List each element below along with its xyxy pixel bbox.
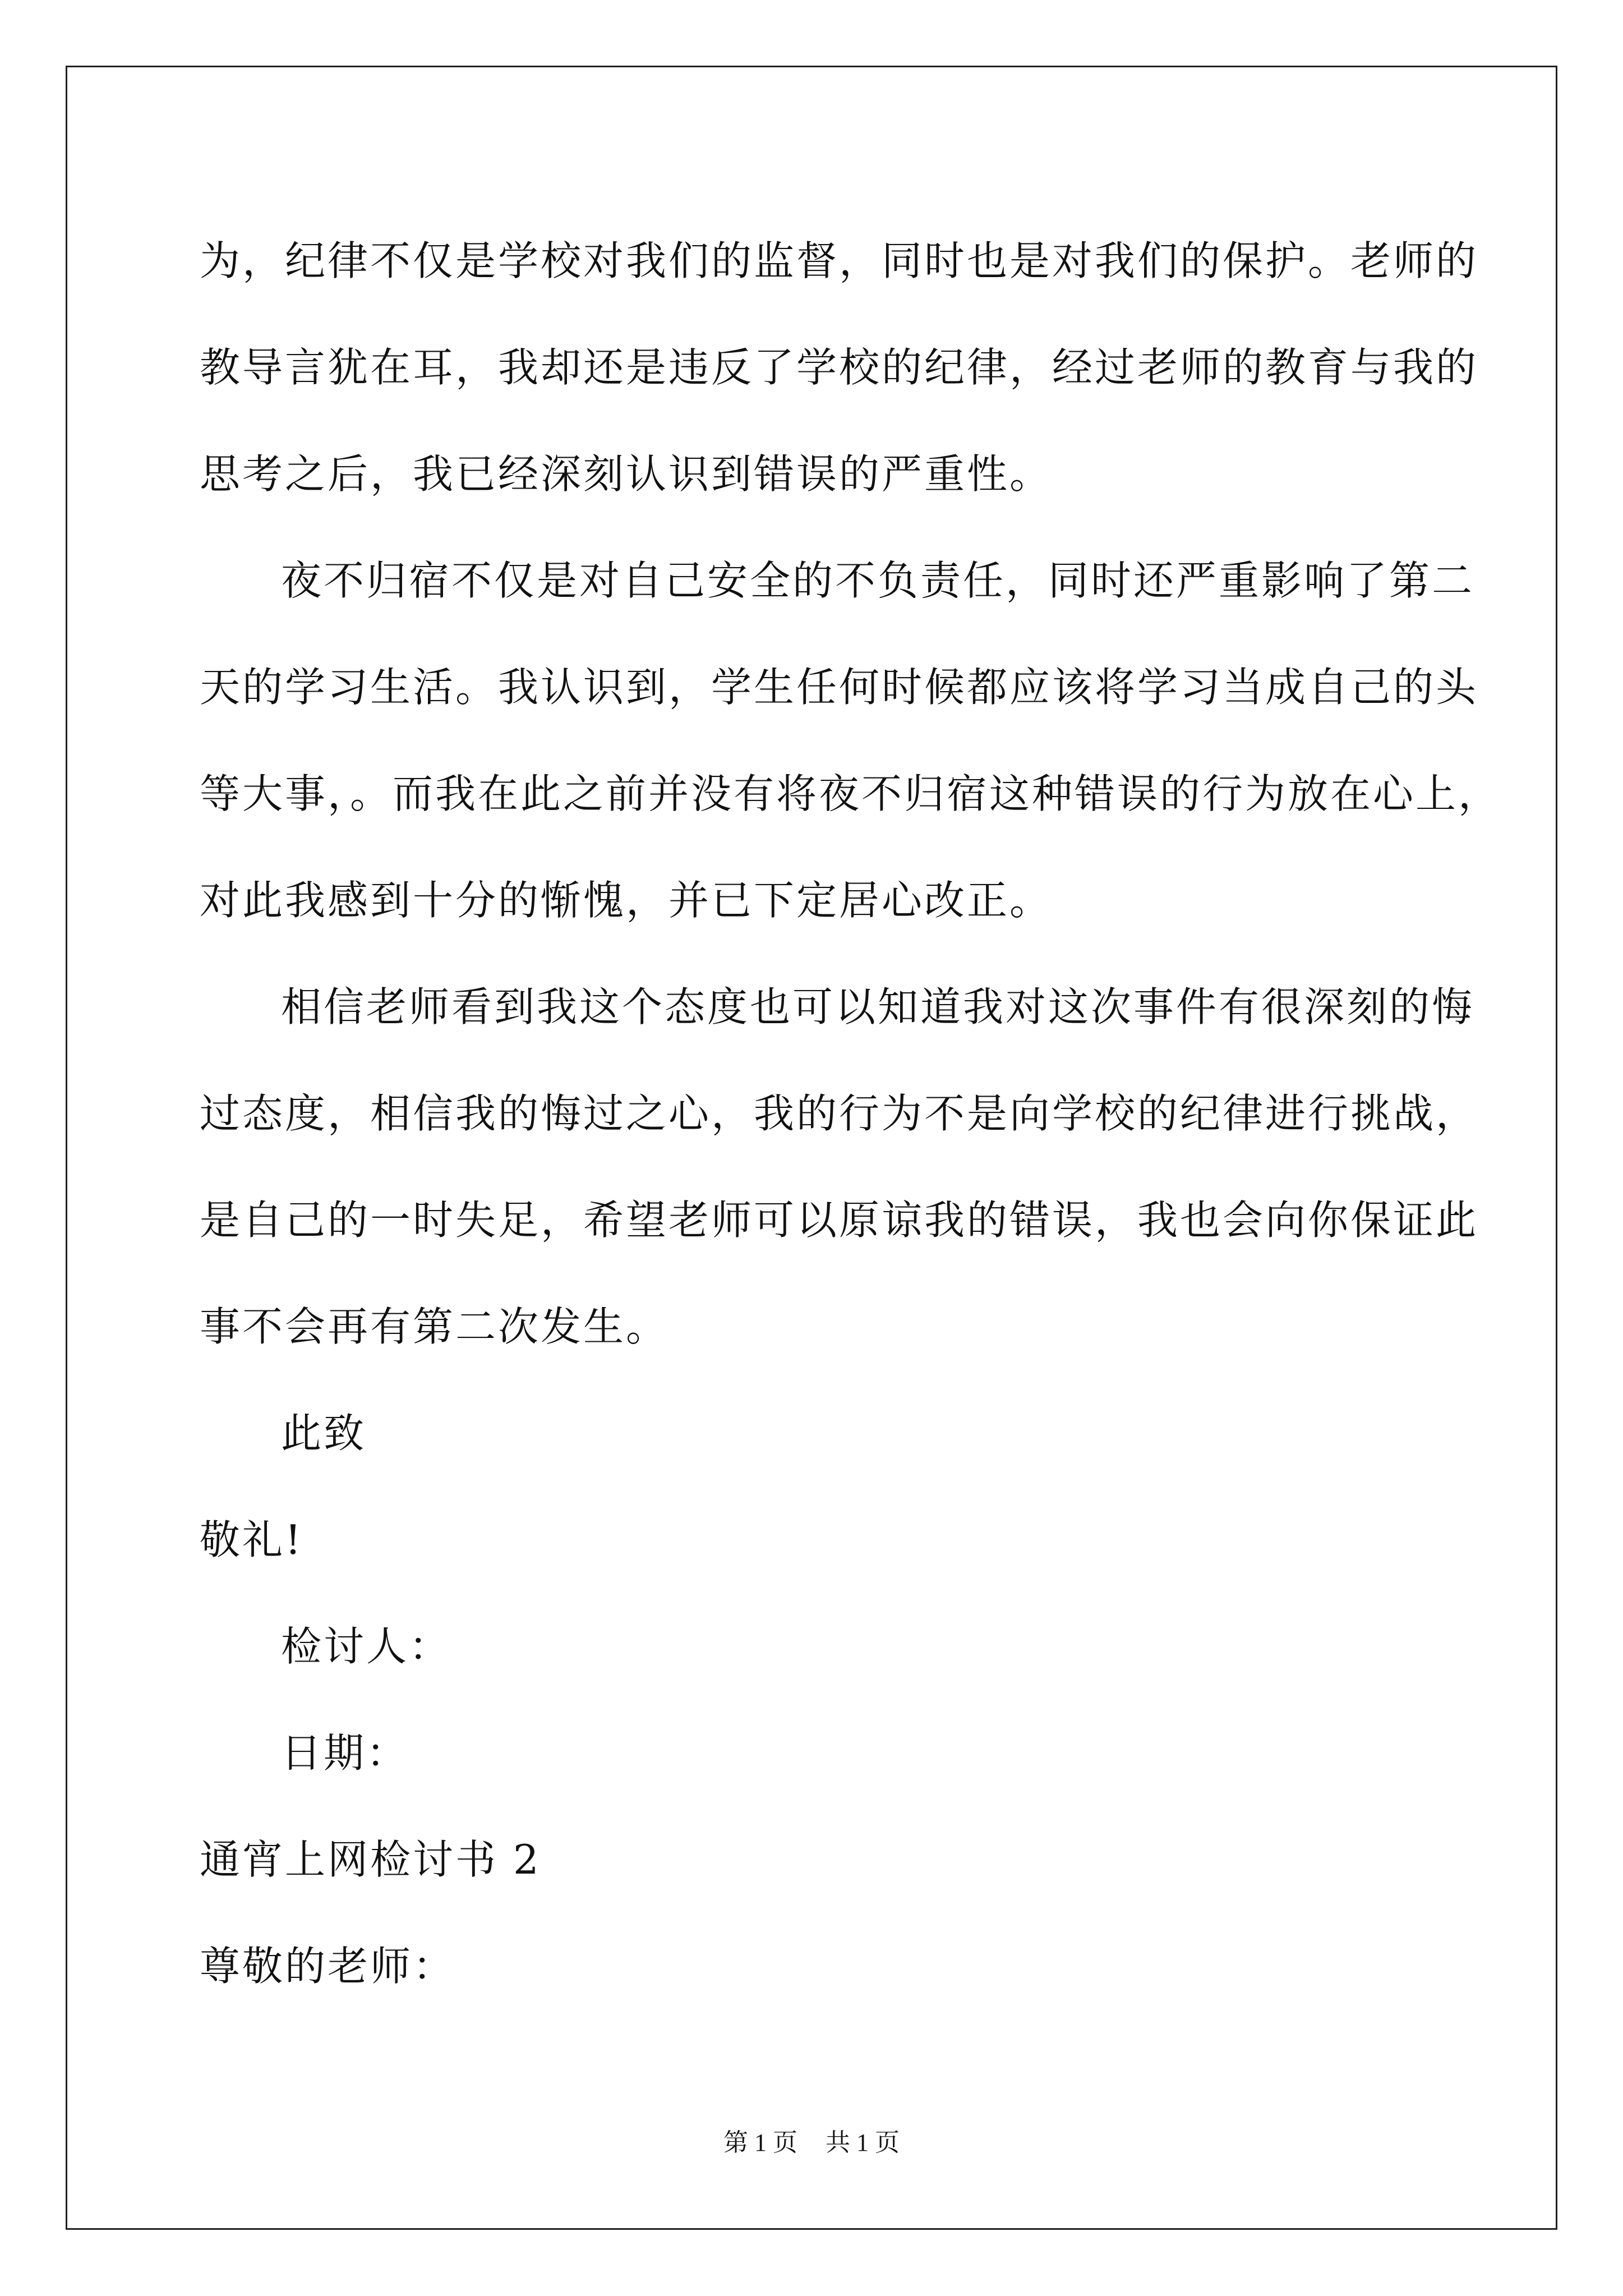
- text-line: 过态度，相信我的悔过之心，我的行为不是向学校的纪律进行挑战，: [200, 1090, 1479, 1137]
- closing-regards: 敬礼!: [200, 1516, 303, 1563]
- text-line: 是自己的一时失足，希望老师可以原谅我的错误，我也会向你保证此: [200, 1197, 1479, 1244]
- paragraph-start-line: 夜不归宿不仅是对自己安全的不负责任，同时还严重影响了第二: [281, 557, 1475, 604]
- signature-label: 检讨人：: [281, 1623, 452, 1670]
- page-number: 第 1 页: [723, 2129, 797, 2156]
- closing-salutation: 此致: [281, 1410, 367, 1457]
- text-line: 天的学习生活。我认识到，学生任何时候都应该将学习当成自己的头: [200, 664, 1479, 711]
- page-footer: [0, 2126, 1623, 2160]
- paragraph-start-line: 相信老师看到我这个态度也可以知道我对这次事件有很深刻的悔: [281, 983, 1475, 1030]
- text-line: 对此我感到十分的惭愧，并已下定居心改正。: [200, 877, 1053, 924]
- text-line: 事不会再有第二次发生。: [200, 1303, 669, 1350]
- page-total: 共 1 页: [826, 2129, 900, 2156]
- text-line: 思考之后，我已经深刻认识到错误的严重性。: [200, 450, 1053, 498]
- document-body: [200, 208, 1501, 2019]
- text-line: 为，纪律不仅是学校对我们的监督，同时也是对我们的保护。老师的: [200, 237, 1479, 284]
- date-label: 日期：: [281, 1729, 409, 1777]
- section-title: 通宵上网检讨书 2: [200, 1836, 541, 1883]
- greeting: 尊敬的老师：: [200, 1943, 456, 1990]
- text-line: 教导言犹在耳，我却还是违反了学校的纪律，经过老师的教育与我的: [200, 344, 1479, 391]
- text-line: 等大事，。而我在此之前并没有将夜不归宿这种错误的行为放在心上，: [200, 770, 1501, 817]
